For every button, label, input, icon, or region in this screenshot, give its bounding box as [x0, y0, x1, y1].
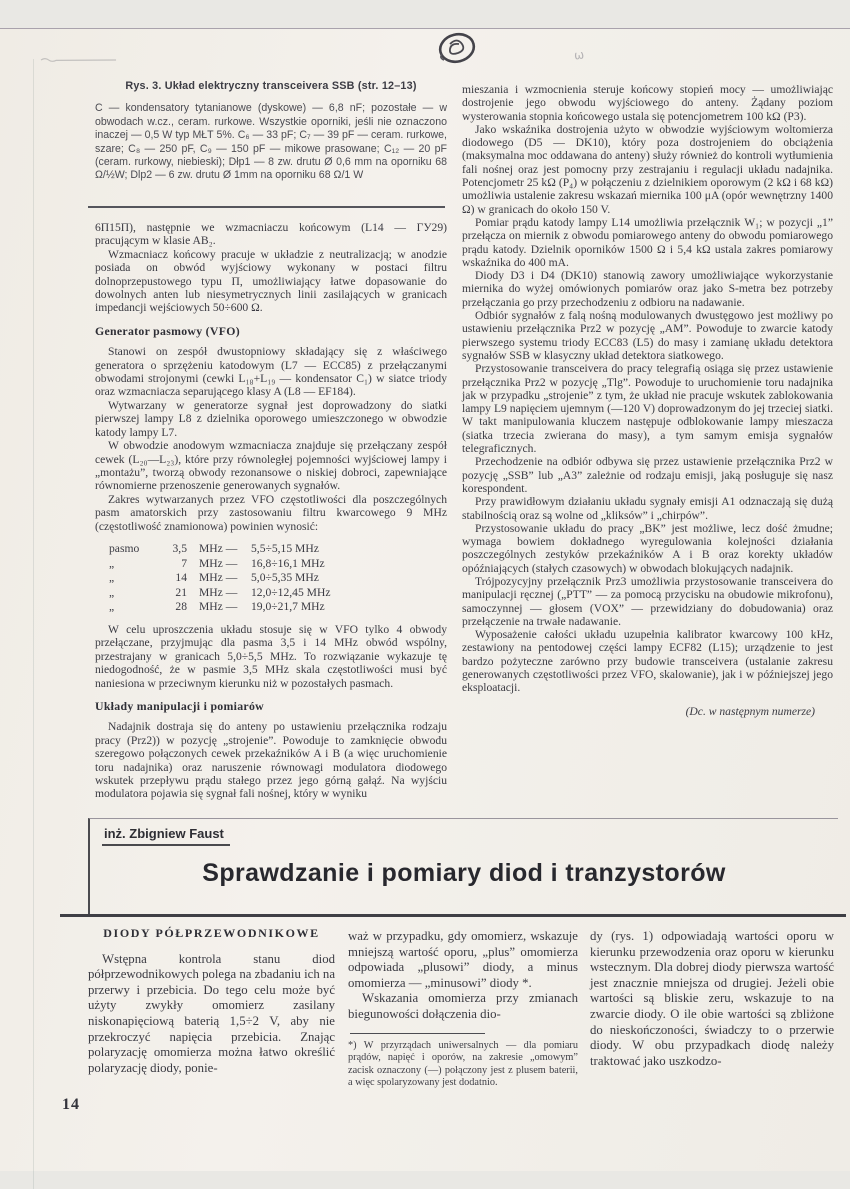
figure-caption-body: C — kondensatory tytanianowe (dyskowe) — 6,8 nF; pozostałe — w obwodach w.cz., ceram. rurkowe. Wszystkie oporniki, jeśli nie oznaczono inaczej — 0,5 W typ MŁT 5%. C₆ — 33 pF; C₇ — 39 pF — ceram. rurkowe, szare; C₈ — 250 pF, C₉ — 150 pF — mikowe prasowane; C₁₂ — 20 pF (ceram. rurkowy, niebieski); Dłp1 — 8 zw. drutu Ø 0,6 mm na oporniku 68 Ω/½W; Dlp2 — 6 zw. drutu Ø 1mm na oporniku 68 Ω/1 W	[95, 102, 447, 182]
paragraph: waż w przypadku, gdy omomierz, wskazuje mniejszą wartość oporu, „plus” omomierza odpowiada „plusowi” diody, a minus omomierza — „minusowi” diody *.	[348, 929, 578, 990]
paragraph: Wzmacniacz końcowy pracuje w układzie z neutralizacją; w anodzie posiada on obwód wyjściowy wykonany w postaci filtru dolnoprzepustowego typu Π, umożliwiający łatwe dopasowanie do dowolnych anten lub niesymetrycznych linii zasilających w granicach impedancji wejściowych 50÷600 Ω.	[95, 247, 447, 315]
paragraph: Trójpozycyjny przełącznik Prz3 umożliwia przystosowanie transceivera do manipulacji ręcznej („PTT” — za pomocą przycisku na obudowie mikrofonu), samoczynnej — głosem (VOX” — przewidziany do dobudowania) oraz przełączenie na trwałe nadawanie.	[462, 574, 833, 628]
band-row-unit: MHz —	[199, 541, 238, 555]
page-number: 14	[62, 1096, 80, 1113]
paragraph: 6П15П), następnie we wzmacniaczu końcowym (L14 — ГУ29) pracującym w klasie AB₂.	[95, 221, 447, 248]
band-frequency-table	[109, 542, 447, 614]
paragraph: Zakres wytwarzanych przez VFO częstotliwości dla poszczególnych pasm amatorskich przy zastosowaniu filtru kwarcowego 9 MHz (częstotliwość znamionowa) powinien wynosić:	[95, 492, 447, 533]
article2-header-box	[88, 818, 838, 915]
band-row-band: 14	[175, 571, 187, 585]
paragraph: Przechodzenie na odbiór odbywa się przez ustawienie przełącznika Prz2 w pozycję „SSB” lub „A3” zależnie od rodzaju emisji, jaką posługuje się nasz korespondent.	[462, 455, 833, 495]
stamp-mark	[426, 22, 488, 76]
article2-column-2	[348, 929, 578, 1089]
article2-column-1	[88, 926, 335, 1076]
band-row-range: 16,8÷16,1 MHz	[251, 556, 325, 570]
paragraph: Pomiar prądu katody lampy L14 umożliwia przełącznik W₁; w pozycji „1” przełącza on miernik z obwodu pomiarowego anteny do obwodu pomiarowego prądu katody. Dzielnik oporników 1500 Ω i 5,4 kΩ ustala zakres pomiarowy wskaźnika do 400 mA.	[462, 215, 833, 269]
paragraph: Odbiór sygnałów z falą nośną modulowanych dwustęgowo jest możliwy po ustawieniu przełącznika Prz2 w pozycję „AM”. Powoduje to zwarcie katody pierwszego systemu triody ECC83 (L5) do masy i zamianę układu detektora sygnałów SSB w klasyczny układ detektora siatkowego.	[462, 309, 833, 362]
paragraph: Przystosowanie transceivera do pracy telegrafią osiąga się przez ustawienie przełącznika Prz2 w pozycję „Tlg”. Powoduje to uruchomienie toru nadajnika jak w przypadku „strojenie” z tym, że układ nie pracuje wskutek zablokowania lampy L9 napięciem ujemnym (—120 V) doprowadzonym do jej trzeciej siatki. W takt manipulowania kluczem następuje odblokowanie lampy mieszacza (siatka trzecia zwierana do masy), a tym samym emisja sygnałów telegraficznych.	[462, 362, 833, 456]
paragraph: Wyposażenie całości układu uzupełnia kalibrator kwarcowy 100 kHz, zestawiony na pentodowej części lampy ECF82 (L15); urządzenie to jest bardzo pożyteczne zarówno przy budowie transceivera (ustalanie zakresu generowanych częstotliwości przez VFO, skalowanie), jak i w późniejszej jego eksploatacji.	[462, 628, 833, 695]
page-edge-line	[33, 59, 34, 1189]
band-row-band: 28	[175, 600, 187, 614]
figure-caption-block	[95, 80, 447, 183]
figure-caption-title: Rys. 3. Układ elektryczny transceivera SSB (str. 12–13)	[125, 80, 417, 92]
paragraph: dy (rys. 1) odpowiadają wartości oporu w kierunku przewodzenia oraz oporu w kierunku wstecznym. Dla dobrej diody pierwsza wartość jest znacznie mniejsza od drugiej. Jeżeli obie wartości są bliskie zeru, wskazuje to na zwarcie diody. O ile obie wartości są zbliżone do nieskończoności, świadczy to o przerwie diody. W obu przypadkach diodę należy traktować jako uszkodzo-	[590, 929, 834, 1068]
band-row-prefix: „	[109, 600, 115, 614]
paragraph: Stanowi on zespół dwustopniowy składający się z właściwego generatora o sprzężeniu katodowym (L7 — ECC85) z przełączanymi obwodami strojonymi (cewki L₁₈+L₁₉ — kondensator C₁) w siatce triody oraz wzmacniacza separującego klasy A (L8 — EF184).	[95, 345, 447, 399]
article2-bottom-rule	[60, 914, 846, 917]
article2-column-3	[590, 929, 834, 1069]
band-row-range: 5,0÷5,35 MHz	[251, 571, 319, 585]
band-row-unit: MHz —	[199, 571, 238, 585]
band-row-band: 3,5	[172, 541, 187, 555]
band-row-prefix: pasmo	[109, 541, 140, 555]
band-row-range: 12,0÷12,45 MHz	[251, 585, 331, 599]
paragraph: Diody D3 i D4 (DK10) stanowią zawory umożliwiające wykorzystanie miernika do wyżej omówionych pomiarów oraz jako S-metra bez potrzeby przełączania go przy przechodzeniu z odbioru na nadawanie.	[462, 269, 833, 309]
caption-divider-rule	[88, 206, 445, 208]
band-row-unit: MHz —	[199, 556, 238, 570]
paragraph: Jako wskaźnika dostrojenia użyto w obwodzie wyjściowym woltomierza diodowego (D5 — DK10), który poza dostrojeniem do obciążenia (maksymalna moc oddawana do anteny) służy również do kontroli wytłumienia fali nośnej oraz jest pomocny przy zestrajaniu i regulacji układu nadajnika. Potencjometr 25 kΩ (P₄) w połączeniu z dzielnikiem oporowym (2 kΩ i 68 kΩ) umożliwia ustalenie zakresu wskazań miernika 100 μA (opór wewnętrzny 1400 Ω) w granicach do około 150 V.	[462, 122, 833, 216]
section-heading-diodes: DIODY PÓŁPRZEWODNIKOWE	[103, 926, 320, 940]
footnote-text: *) W przyrządach uniwersalnych — dla pomiaru prądów, napięć i oporów, na zakresie „omowym” zacisk oznaczony (—) połączony jest z plusem baterii, a więc spolaryzowany jest dodatnio.	[348, 1040, 578, 1088]
paragraph: Wytwarzany w generatorze sygnał jest doprowadzony do siatki pierwszej lampy L8 z dzielnika oporowego umieszczonego w obwodzie katody lampy L7.	[95, 398, 447, 439]
band-row-band: 7	[181, 556, 187, 570]
article2-title: Sprawdzanie i pomiary diod i tranzystorów	[202, 859, 726, 887]
band-row-range: 19,0÷21,7 MHz	[251, 600, 325, 614]
paragraph: W obwodzie anodowym wzmacniacza znajduje się przełączany zespół cewek (L₂₀—L₂₃), które przy równoległej pojemności wyjściowej lampy i „montażu”, tworzą obwody rezonansowe o niskiej dobroci, zapewniające równomierne przenoszenie generowanych sygnałów.	[95, 439, 447, 493]
article2-author: inż. Zbigniew Faust	[102, 826, 230, 846]
band-row-range: 5,5÷5,15 MHz	[251, 541, 319, 555]
to-be-continued-note: (Dc. w następnym numerze)	[685, 704, 815, 718]
paragraph: Wstępna kontrola stanu diod półprzewodnikowych polega na zbadaniu ich na przerwy i przebicia. Do tego celu może być użyty zwykły omomierz zasilany niskonapięciową baterią 1,5÷2 V, aby nie przekroczyć napięcia przebicia. Znając polaryzację omomierza można łatwo określić polaryzację diody, ponie-	[88, 951, 335, 1075]
footnote-rule	[350, 1033, 485, 1035]
band-row-unit: MHz —	[199, 600, 238, 614]
paragraph: Wskazania omomierza przy zmianach biegunowości dołączenia dio-	[348, 991, 578, 1021]
section-heading-manipulation: Układy manipulacji i pomiarów	[95, 698, 264, 713]
paragraph: mieszania i wzmocnienia steruje końcowy stopień mocy — umożliwiając dostrojenie jego obwodu wyjściowego do anteny. Żądany poziom wysterowania stopnia końcowego ustala się potencjometrem 100 kΩ (P3).	[462, 83, 833, 123]
band-row-band: 21	[175, 585, 187, 599]
band-row-prefix: „	[109, 556, 115, 570]
paragraph: Przystosowanie układu do pracy „BK” jest możliwe, lecz dość żmudne; wymaga bowiem dokładnego wyregulowania kolejności działania poszczególnych zestyków przekaźników A i B oraz korekty układów opóźniających (stałych czasowych) w obwodach blokujących nadajnik.	[462, 521, 833, 575]
article1-left-column	[95, 221, 447, 801]
paragraph: W celu uproszczenia układu stosuje się w VFO tylko 4 obwody przełączane, przyjmując dla pasma 3,5 i 14 MHz obwód wspólny, przestrajany w granicach 5,0÷5,5 MHz. To rozwiązanie wykazuje tę niedogodność, że w pasmie 3,5 MHz skala częstotliwości musi być naniesiona w przeciwnym kierunku niż w pozostałych pasmach.	[95, 622, 447, 690]
paragraph: Przy prawidłowym działaniu układu sygnały emisji A1 odznaczają się dużą stabilnością oraz są wolne od „kliksów” i „chirpów”.	[462, 495, 833, 522]
article1-right-column	[462, 83, 833, 718]
section-heading-vfo: Generator pasmowy (VFO)	[95, 323, 240, 338]
band-row-prefix: „	[109, 571, 115, 585]
band-row-unit: MHz —	[199, 585, 238, 599]
paragraph: Nadajnik dostraja się do anteny po ustawieniu przełącznika rodzaju pracy (Prz2)) w pozycję „strojenie”. Powoduje to zamknięcie obwodu szeregowo połączonych cewek przekaźników A i B (a więc uruchomienie toru nadajnika) oraz naruszenie równowagi modulatora diodowego wskutek przepływu prądu stałego przez jego górną gałąź. Na wyjściu modulatora pojawia się sygnał fali nośnej, który w wyniku	[95, 720, 447, 801]
pencil-omega-mark: ω	[573, 47, 585, 63]
band-row-prefix: „	[109, 585, 115, 599]
